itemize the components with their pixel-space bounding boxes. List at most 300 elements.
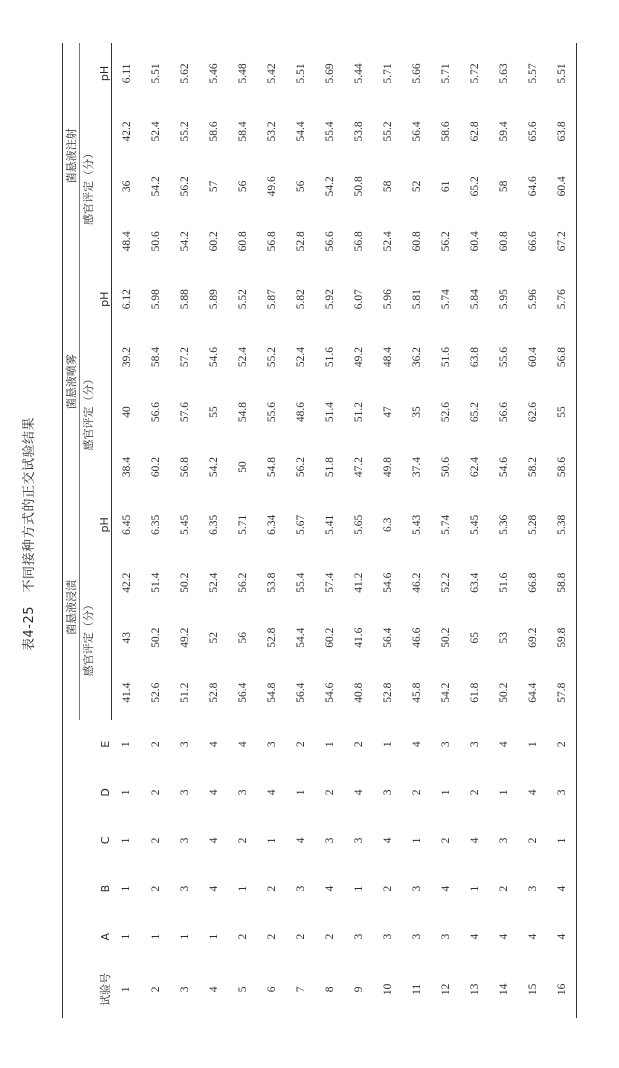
factor-cell: 4 bbox=[381, 837, 394, 844]
sensory-score-cell: 55.6 bbox=[497, 346, 510, 368]
sensory-score-cell: 58.6 bbox=[207, 121, 220, 142]
sensory-score-cell: 54.4 bbox=[294, 121, 307, 142]
sensory-score-cell: 69.2 bbox=[526, 627, 539, 648]
sensory-score-cell: 65.2 bbox=[468, 176, 481, 197]
sensory-score-cell: 54.4 bbox=[294, 627, 307, 648]
factor-cell: 2 bbox=[236, 933, 249, 940]
sensory-score-cell: 55.2 bbox=[381, 121, 394, 142]
sensory-score-cell: 52.4 bbox=[207, 572, 220, 593]
sensory-score-cell: 51.4 bbox=[149, 572, 162, 593]
sensory-score-cell: 67.2 bbox=[547, 214, 577, 269]
sensory-score-cell: 54.6 bbox=[323, 682, 336, 703]
sensory-score-cell: 52 bbox=[207, 631, 220, 644]
table-row bbox=[460, 43, 489, 1018]
ph-cell: 5.63 bbox=[497, 63, 510, 84]
ph-cell: 6.35 bbox=[207, 514, 220, 535]
ph-cell: 5.51 bbox=[294, 63, 307, 84]
factor-cell: 2 bbox=[410, 789, 423, 796]
ph-cell: 5.42 bbox=[265, 63, 278, 84]
factor-cell: 3 bbox=[381, 789, 394, 796]
factor-cell: 1 bbox=[236, 885, 249, 892]
factor-cell: 1 bbox=[439, 789, 452, 796]
sensory-score-cell: 65.6 bbox=[526, 121, 539, 142]
factor-cell: 2 bbox=[149, 837, 162, 844]
factor-cell: 2 bbox=[497, 885, 510, 892]
sensory-score-cell: 56 bbox=[294, 180, 307, 193]
sensory-score-cell: 52.8 bbox=[265, 627, 278, 648]
factor-cell: 1 bbox=[207, 933, 220, 940]
factor-cell: 2 bbox=[468, 789, 481, 796]
sensory-score-cell: 54.6 bbox=[207, 346, 220, 368]
sensory-score-cell: 35 bbox=[410, 406, 423, 418]
sensory-score-cell: 52.6 bbox=[439, 401, 452, 423]
sensory-score-cell: 41.2 bbox=[352, 572, 365, 593]
factor-cell: 4 bbox=[497, 933, 510, 940]
sensory-score-cell: 56.8 bbox=[352, 231, 365, 252]
sensory-score-cell: 56 bbox=[236, 180, 249, 193]
sensory-score-cell: 50.6 bbox=[439, 456, 452, 478]
sensory-score-cell: 50.2 bbox=[439, 627, 452, 648]
sensory-score-cell: 60.8 bbox=[410, 231, 423, 252]
trial-number-cell: 11 bbox=[410, 983, 423, 995]
sensory-score-cell: 43 bbox=[120, 631, 133, 644]
factor-cell: 4 bbox=[236, 741, 249, 748]
sensory-score-cell: 54.8 bbox=[236, 401, 249, 423]
sensory-score-cell: 52.6 bbox=[149, 682, 162, 703]
sensory-score-cell: 39.2 bbox=[120, 346, 133, 368]
table-caption: 表4-25 不同接种方式的正交试验结果 bbox=[22, 417, 37, 652]
header-factor-c: C bbox=[63, 816, 112, 864]
trial-number-cell: 2 bbox=[149, 986, 162, 993]
sensory-score-cell: 66.8 bbox=[526, 572, 539, 593]
sensory-score-cell: 54.2 bbox=[323, 176, 336, 197]
ph-cell: 6.12 bbox=[120, 289, 133, 310]
table-row bbox=[547, 43, 577, 1018]
header-factor-a: A bbox=[63, 913, 112, 961]
sensory-score-cell: 66.6 bbox=[526, 231, 539, 252]
sensory-score-cell: 52.8 bbox=[294, 231, 307, 252]
factor-cell: 2 bbox=[149, 885, 162, 892]
sensory-score-cell: 53.2 bbox=[265, 121, 278, 142]
factor-cell: 4 bbox=[526, 789, 539, 796]
factor-cell: 2 bbox=[526, 837, 539, 844]
table-row bbox=[489, 43, 518, 1018]
header-group-spray: 菌悬液喷雾 bbox=[63, 269, 80, 495]
sensory-score-cell: 58.4 bbox=[236, 121, 249, 142]
sensory-score-cell: 55.2 bbox=[178, 121, 191, 142]
sensory-score-cell: 54.2 bbox=[149, 176, 162, 197]
ph-cell: 6.11 bbox=[120, 63, 133, 84]
sensory-score-cell: 56.6 bbox=[323, 231, 336, 252]
sensory-score-cell: 52 bbox=[410, 180, 423, 193]
factor-cell: 1 bbox=[547, 816, 577, 864]
factor-cell: 2 bbox=[265, 885, 278, 892]
trial-number-cell: 6 bbox=[265, 986, 278, 993]
factor-cell: 2 bbox=[294, 741, 307, 748]
trial-number-cell: 13 bbox=[468, 983, 481, 996]
sensory-score-cell: 54.2 bbox=[178, 231, 191, 252]
factor-cell: 3 bbox=[381, 933, 394, 940]
sensory-score-cell: 56.2 bbox=[439, 231, 452, 252]
ph-cell: 5.74 bbox=[439, 289, 452, 310]
factor-cell: 1 bbox=[178, 933, 191, 940]
sensory-score-cell: 52.8 bbox=[207, 682, 220, 703]
ph-cell: 5.52 bbox=[236, 289, 249, 310]
header-sensory-underline-injection bbox=[96, 104, 112, 269]
sensory-score-cell: 57.8 bbox=[547, 665, 577, 720]
factor-cell: 3 bbox=[178, 741, 191, 748]
factor-cell: 1 bbox=[468, 885, 481, 892]
sensory-score-cell: 49.2 bbox=[178, 627, 191, 648]
sensory-score-cell: 58.2 bbox=[526, 456, 539, 478]
ph-cell: 5.45 bbox=[178, 514, 191, 535]
sensory-score-cell: 51.2 bbox=[352, 401, 365, 423]
trial-number-cell: 3 bbox=[178, 986, 191, 993]
sensory-score-cell: 48.4 bbox=[381, 346, 394, 368]
sensory-score-cell: 54.6 bbox=[381, 572, 394, 593]
sensory-score-cell: 60.2 bbox=[149, 456, 162, 478]
sensory-score-cell: 56.4 bbox=[294, 682, 307, 703]
factor-cell: 4 bbox=[526, 933, 539, 940]
sensory-score-cell: 62.4 bbox=[468, 456, 481, 478]
table-row bbox=[431, 43, 460, 1018]
factor-cell: 3 bbox=[526, 885, 539, 892]
ph-cell: 5.82 bbox=[294, 289, 307, 310]
sensory-score-cell: 54.8 bbox=[265, 682, 278, 703]
sensory-score-cell: 55.4 bbox=[323, 121, 336, 142]
sensory-score-cell: 61 bbox=[439, 180, 452, 193]
sensory-score-cell: 48.6 bbox=[294, 401, 307, 423]
sensory-score-cell: 51.6 bbox=[439, 346, 452, 368]
sensory-score-cell: 54.2 bbox=[207, 456, 220, 478]
factor-cell: 3 bbox=[410, 885, 423, 892]
sensory-score-cell: 47 bbox=[381, 406, 394, 418]
ph-cell: 5.51 bbox=[547, 43, 577, 104]
sensory-score-cell: 52.4 bbox=[236, 346, 249, 368]
factor-cell: 2 bbox=[381, 885, 394, 892]
header-ph-injection: pH bbox=[80, 43, 112, 104]
ph-cell: 5.95 bbox=[497, 289, 510, 310]
factor-cell: 4 bbox=[352, 789, 365, 796]
table-row bbox=[286, 43, 315, 1018]
sensory-score-cell: 58 bbox=[381, 180, 394, 193]
sensory-score-cell: 50.8 bbox=[352, 176, 365, 197]
factor-cell: 4 bbox=[468, 837, 481, 844]
factor-cell: 3 bbox=[178, 885, 191, 892]
ph-cell: 5.74 bbox=[439, 514, 452, 535]
sensory-score-cell: 61.8 bbox=[468, 682, 481, 703]
factor-cell: 4 bbox=[207, 789, 220, 796]
factor-cell: 4 bbox=[439, 885, 452, 892]
ph-cell: 5.87 bbox=[265, 289, 278, 310]
sensory-score-cell: 46.2 bbox=[410, 572, 423, 593]
factor-cell: 3 bbox=[323, 837, 336, 844]
factor-cell: 2 bbox=[439, 837, 452, 844]
trial-number-cell: 16 bbox=[547, 961, 577, 1018]
table-header bbox=[63, 43, 112, 1018]
sensory-score-cell: 58.6 bbox=[547, 440, 577, 495]
factor-cell: 4 bbox=[294, 837, 307, 844]
sensory-score-cell: 51.6 bbox=[497, 572, 510, 593]
ph-cell: 6.34 bbox=[265, 514, 278, 535]
sensory-score-cell: 51.2 bbox=[178, 682, 191, 703]
factor-cell: 2 bbox=[149, 789, 162, 796]
sensory-score-cell: 56.4 bbox=[236, 682, 249, 703]
sensory-score-cell: 52.4 bbox=[294, 346, 307, 368]
sensory-score-cell: 41.4 bbox=[120, 682, 133, 703]
factor-cell: 2 bbox=[323, 933, 336, 940]
ph-cell: 5.36 bbox=[497, 514, 510, 535]
sensory-score-cell: 60.8 bbox=[236, 231, 249, 252]
sensory-score-cell: 42.2 bbox=[120, 121, 133, 142]
sensory-score-cell: 56.2 bbox=[178, 176, 191, 197]
ph-cell: 5.98 bbox=[149, 289, 162, 310]
factor-cell: 2 bbox=[265, 933, 278, 940]
sensory-score-cell: 45.8 bbox=[410, 682, 423, 703]
factor-cell: 3 bbox=[178, 837, 191, 844]
factor-cell: 3 bbox=[265, 741, 278, 748]
sensory-score-cell: 49.2 bbox=[352, 346, 365, 368]
factor-cell: 2 bbox=[547, 720, 577, 768]
sensory-score-cell: 62.6 bbox=[526, 401, 539, 423]
factor-cell: 4 bbox=[497, 741, 510, 748]
header-sensory-underline-immersion bbox=[96, 555, 112, 720]
ph-cell: 5.46 bbox=[207, 63, 220, 84]
sensory-score-cell: 36 bbox=[120, 180, 133, 193]
header-sensory-underline-spray bbox=[96, 330, 112, 495]
factor-cell: 1 bbox=[497, 789, 510, 796]
table-row bbox=[518, 43, 547, 1018]
sensory-score-cell: 57 bbox=[207, 180, 220, 193]
header-trial-number: 试验号 bbox=[63, 961, 112, 1018]
header-sensory-injection: 感官评定（分） bbox=[82, 147, 95, 225]
trial-number-cell: 8 bbox=[323, 986, 336, 993]
sensory-score-cell: 51.8 bbox=[323, 456, 336, 478]
sensory-score-cell: 47.2 bbox=[352, 456, 365, 478]
header-ph-spray: pH bbox=[80, 269, 112, 330]
trial-number-cell: 14 bbox=[497, 983, 510, 996]
trial-number-cell: 15 bbox=[526, 983, 539, 996]
table-row bbox=[141, 43, 170, 1018]
sensory-score-cell: 55 bbox=[547, 385, 577, 440]
sensory-score-cell: 57.6 bbox=[178, 401, 191, 423]
sensory-score-cell: 41.6 bbox=[352, 627, 365, 648]
ph-cell: 5.51 bbox=[149, 63, 162, 84]
header-group-injection: 菌悬液注射 bbox=[63, 43, 80, 269]
factor-cell: 1 bbox=[294, 789, 307, 796]
trial-number-cell: 9 bbox=[352, 986, 365, 993]
factor-cell: 4 bbox=[207, 837, 220, 844]
sensory-score-cell: 56.2 bbox=[236, 572, 249, 593]
sensory-score-cell: 52.4 bbox=[381, 231, 394, 252]
sensory-score-cell: 57.4 bbox=[323, 572, 336, 593]
table-row bbox=[228, 43, 257, 1018]
sensory-score-cell: 56.8 bbox=[547, 330, 577, 385]
table-row bbox=[315, 43, 344, 1018]
header-factor-b: B bbox=[63, 865, 112, 913]
sensory-score-cell: 54.2 bbox=[439, 682, 452, 703]
ph-cell: 5.71 bbox=[236, 514, 249, 535]
header-group-immersion: 菌悬液浸渍 bbox=[63, 495, 80, 721]
sensory-score-cell: 63.8 bbox=[547, 104, 577, 159]
factor-cell: 2 bbox=[149, 741, 162, 748]
ph-cell: 5.66 bbox=[410, 63, 423, 84]
sensory-score-cell: 55.4 bbox=[294, 572, 307, 593]
sensory-score-cell: 56.6 bbox=[497, 401, 510, 423]
factor-cell: 2 bbox=[352, 741, 365, 748]
factor-cell: 1 bbox=[323, 741, 336, 748]
factor-cell: 4 bbox=[547, 913, 577, 961]
ph-cell: 5.72 bbox=[468, 63, 481, 84]
ph-cell: 5.84 bbox=[468, 289, 481, 310]
table-body bbox=[112, 43, 577, 1018]
ph-cell: 6.35 bbox=[149, 514, 162, 535]
sensory-score-cell: 58.8 bbox=[547, 555, 577, 610]
sensory-score-cell: 42.2 bbox=[120, 572, 133, 593]
trial-number-cell: 1 bbox=[120, 986, 133, 993]
sensory-score-cell: 40.8 bbox=[352, 682, 365, 703]
sensory-score-cell: 56 bbox=[236, 631, 249, 644]
sensory-score-cell: 50.2 bbox=[178, 572, 191, 593]
sensory-score-cell: 53 bbox=[497, 631, 510, 644]
factor-cell: 1 bbox=[120, 837, 133, 844]
sensory-score-cell: 37.4 bbox=[410, 456, 423, 478]
table-row bbox=[373, 43, 402, 1018]
header-factor-e: E bbox=[63, 720, 112, 768]
factor-cell: 4 bbox=[410, 741, 423, 748]
header-sensory-immersion: 感官评定（分） bbox=[82, 599, 95, 677]
trial-number-cell: 12 bbox=[439, 983, 452, 996]
sensory-score-cell: 54.8 bbox=[265, 456, 278, 478]
header-factor-d: D bbox=[63, 768, 112, 816]
ph-cell: 5.57 bbox=[526, 63, 539, 84]
factor-cell: 4 bbox=[468, 933, 481, 940]
trial-number-cell: 5 bbox=[236, 986, 249, 993]
table-row bbox=[112, 43, 142, 1018]
sensory-score-cell: 64.4 bbox=[526, 682, 539, 703]
table-row bbox=[170, 43, 199, 1018]
factor-cell: 1 bbox=[410, 837, 423, 844]
sensory-score-cell: 55 bbox=[207, 406, 220, 418]
factor-cell: 4 bbox=[207, 885, 220, 892]
factor-cell: 3 bbox=[497, 837, 510, 844]
factor-cell: 1 bbox=[120, 885, 133, 892]
ph-cell: 5.96 bbox=[381, 289, 394, 310]
sensory-score-cell: 55.2 bbox=[265, 346, 278, 368]
factor-cell: 3 bbox=[178, 789, 191, 796]
sensory-score-cell: 56.6 bbox=[149, 401, 162, 423]
sensory-score-cell: 55.6 bbox=[265, 401, 278, 423]
sensory-score-cell: 59.8 bbox=[547, 610, 577, 665]
ph-cell: 5.45 bbox=[468, 514, 481, 535]
factor-cell: 1 bbox=[149, 933, 162, 940]
sensory-score-cell: 50.2 bbox=[149, 627, 162, 648]
sensory-score-cell: 51.6 bbox=[323, 346, 336, 368]
sensory-score-cell: 60.4 bbox=[526, 346, 539, 368]
sensory-score-cell: 56.4 bbox=[410, 121, 423, 142]
ph-cell: 5.69 bbox=[323, 63, 336, 84]
ph-cell: 5.76 bbox=[547, 269, 577, 330]
header-sensory-spray: 感官评定（分） bbox=[82, 373, 95, 451]
factor-cell: 1 bbox=[120, 741, 133, 748]
sensory-score-cell: 56.2 bbox=[294, 456, 307, 478]
results-table bbox=[62, 43, 577, 1018]
factor-cell: 1 bbox=[120, 789, 133, 796]
sensory-score-cell: 56.8 bbox=[178, 456, 191, 478]
sensory-score-cell: 64.6 bbox=[526, 176, 539, 197]
sensory-score-cell: 52.8 bbox=[381, 682, 394, 703]
factor-cell: 4 bbox=[265, 789, 278, 796]
header-ph-immersion: pH bbox=[80, 495, 112, 556]
factor-cell: 3 bbox=[294, 885, 307, 892]
sensory-score-cell: 49.6 bbox=[265, 176, 278, 197]
table-row bbox=[402, 43, 431, 1018]
ph-cell: 5.44 bbox=[352, 63, 365, 84]
sensory-score-cell: 63.8 bbox=[468, 346, 481, 368]
sensory-score-cell: 52.2 bbox=[439, 572, 452, 593]
sensory-score-cell: 60.4 bbox=[547, 159, 577, 214]
sensory-score-cell: 62.8 bbox=[468, 121, 481, 142]
sensory-score-cell: 53.8 bbox=[352, 121, 365, 142]
ph-cell: 5.71 bbox=[381, 63, 394, 84]
factor-cell: 1 bbox=[526, 741, 539, 748]
ph-cell: 5.65 bbox=[352, 514, 365, 535]
table-row bbox=[257, 43, 286, 1018]
ph-cell: 5.92 bbox=[323, 289, 336, 310]
ph-cell: 5.81 bbox=[410, 289, 423, 310]
sensory-score-cell: 53.8 bbox=[265, 572, 278, 593]
sensory-score-cell: 56.4 bbox=[381, 627, 394, 648]
ph-cell: 5.71 bbox=[439, 63, 452, 84]
sensory-score-cell: 46.6 bbox=[410, 627, 423, 648]
factor-cell: 3 bbox=[352, 933, 365, 940]
factor-cell: 3 bbox=[236, 789, 249, 796]
sensory-score-cell: 60.4 bbox=[468, 231, 481, 252]
sensory-score-cell: 40 bbox=[120, 406, 133, 418]
sensory-score-cell: 65.2 bbox=[468, 401, 481, 423]
factor-cell: 4 bbox=[207, 741, 220, 748]
sensory-score-cell: 38.4 bbox=[120, 456, 133, 478]
sensory-score-cell: 49.8 bbox=[381, 456, 394, 478]
factor-cell: 1 bbox=[352, 885, 365, 892]
ph-cell: 5.88 bbox=[178, 289, 191, 310]
sensory-score-cell: 48.4 bbox=[120, 231, 133, 252]
ph-cell: 5.62 bbox=[178, 63, 191, 84]
sensory-score-cell: 65 bbox=[468, 631, 481, 644]
trial-number-cell: 4 bbox=[207, 986, 220, 993]
sensory-score-cell: 54.6 bbox=[497, 456, 510, 478]
sensory-score-cell: 36.2 bbox=[410, 346, 423, 368]
sensory-score-cell: 60.2 bbox=[323, 627, 336, 648]
factor-cell: 1 bbox=[265, 837, 278, 844]
ph-cell: 5.48 bbox=[236, 63, 249, 84]
sensory-score-cell: 50.6 bbox=[149, 231, 162, 252]
trial-number-cell: 7 bbox=[294, 986, 307, 993]
ph-cell: 5.28 bbox=[526, 514, 539, 535]
sensory-score-cell: 56.8 bbox=[265, 231, 278, 252]
ph-cell: 5.96 bbox=[526, 289, 539, 310]
sensory-score-cell: 50.2 bbox=[497, 682, 510, 703]
factor-cell: 3 bbox=[352, 837, 365, 844]
factor-cell: 3 bbox=[439, 933, 452, 940]
sensory-score-cell: 58.6 bbox=[439, 121, 452, 142]
sensory-score-cell: 58 bbox=[497, 180, 510, 193]
factor-cell: 2 bbox=[236, 837, 249, 844]
sensory-score-cell: 59.4 bbox=[497, 121, 510, 142]
sensory-score-cell: 51.4 bbox=[323, 401, 336, 423]
ph-cell: 6.3 bbox=[381, 517, 394, 533]
ph-cell: 5.67 bbox=[294, 514, 307, 535]
